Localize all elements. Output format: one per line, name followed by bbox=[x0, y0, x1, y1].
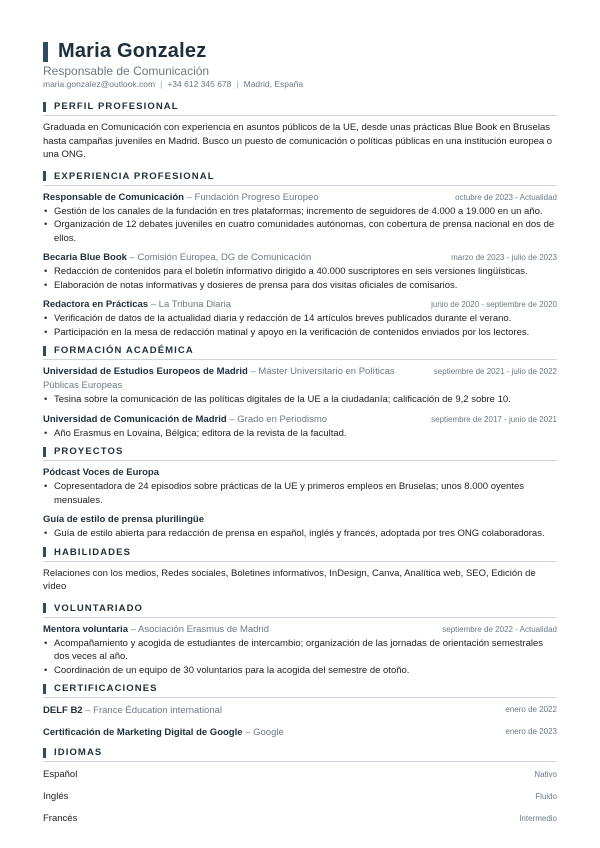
section-header bbox=[43, 345, 557, 360]
candidate-title: Responsable de Comunicación bbox=[43, 64, 210, 78]
section-header bbox=[43, 547, 557, 562]
language-level: Intermedio bbox=[519, 813, 557, 823]
language-row bbox=[43, 767, 557, 781]
entry-organization: – Comisión Europea, DG de Comunicación bbox=[129, 252, 312, 263]
bullet-list bbox=[43, 637, 557, 678]
certification-title bbox=[43, 727, 284, 738]
entry-title bbox=[43, 466, 159, 480]
entry bbox=[43, 466, 557, 507]
entry-role: Pódcast Voces de Europa bbox=[43, 467, 159, 478]
language-row bbox=[43, 811, 557, 825]
certification-issuer: – France Éducation international bbox=[85, 704, 223, 716]
experience-list bbox=[43, 191, 557, 340]
certification-title bbox=[43, 705, 222, 716]
language-row bbox=[43, 789, 557, 803]
section-education bbox=[43, 345, 557, 440]
profile-text: Graduada en Comunicación con experiencia en asuntos públicos de la UE, desde unas prácticas Blue Book en Bruselas hasta campañas juveniles en Madrid. Busco un puesto de comunicación o políticas públicas en una institución europea o una ONG. bbox=[43, 122, 553, 160]
section-header bbox=[43, 446, 557, 461]
bullet-item: • Organización de 12 debates juveniles en cuatro comunidades autónomas, con cobertura de prensa nacional en dos de ellos. bbox=[43, 218, 557, 245]
section-accent-bar bbox=[43, 447, 46, 457]
section-profile bbox=[43, 101, 557, 162]
section-header bbox=[43, 747, 557, 762]
certification-date: enero de 2023 bbox=[505, 727, 557, 736]
volunteering-list bbox=[43, 623, 557, 678]
section-projects bbox=[43, 446, 557, 541]
section-volunteering bbox=[43, 603, 557, 678]
skills-text: Relaciones con los medios, Redes sociales, Boletines informativos, InDesign, Canva, Analítica web, SEO, Edición de vídeo bbox=[43, 567, 536, 592]
section-languages bbox=[43, 747, 557, 825]
bullet-item: • Elaboración de notas informativas y dosieres de prensa para dos visitas oficiales de comisarios. bbox=[43, 279, 557, 293]
section-experience bbox=[43, 171, 557, 340]
entry bbox=[43, 513, 557, 541]
section-skills bbox=[43, 547, 557, 594]
name-accent-bar bbox=[43, 42, 48, 62]
section-title: PERFIL PROFESIONAL bbox=[54, 101, 179, 112]
entry bbox=[43, 623, 557, 678]
section-accent-bar bbox=[43, 346, 46, 356]
entry-role: Redactora en Prácticas bbox=[43, 299, 149, 310]
bullet-list bbox=[43, 312, 557, 339]
entry bbox=[43, 298, 557, 339]
entry-header bbox=[43, 365, 557, 393]
entry-role: Guía de estilo de prensa plurilingüe bbox=[43, 514, 205, 525]
bullet-item: • Verificación de datos de la actualidad diaria y redacción de 14 artículos breves publicados durante el verano. bbox=[43, 312, 557, 326]
entry-header bbox=[43, 623, 557, 637]
entry-date: septiembre de 2021 - julio de 2022 bbox=[433, 367, 557, 376]
language-name: Francés bbox=[43, 812, 78, 824]
section-title: PROYECTOS bbox=[54, 446, 124, 457]
section-header bbox=[43, 683, 557, 698]
section-accent-bar bbox=[43, 547, 46, 557]
certification-name: Certificación de Marketing Digital de Google bbox=[43, 726, 243, 738]
entry bbox=[43, 365, 557, 407]
entry-title bbox=[43, 623, 269, 637]
entry-date: octubre de 2023 - Actualidad bbox=[455, 192, 557, 202]
language-name: Inglés bbox=[43, 790, 69, 802]
entry-title bbox=[43, 365, 428, 393]
certifications-list bbox=[43, 703, 557, 739]
section-title: FORMACIÓN ACADÉMICA bbox=[54, 345, 194, 356]
section-title: CERTIFICACIONES bbox=[54, 683, 158, 694]
entry-date: marzo de 2023 - julio de 2023 bbox=[451, 253, 557, 262]
certification-row bbox=[43, 703, 557, 717]
certification-date: enero de 2022 bbox=[505, 705, 557, 714]
entry-role: Responsable de Comunicación bbox=[43, 191, 184, 203]
section-title: VOLUNTARIADO bbox=[54, 602, 144, 614]
section-accent-bar bbox=[43, 748, 46, 758]
entry-header bbox=[43, 513, 557, 527]
section-title: EXPERIENCIA PROFESIONAL bbox=[54, 170, 215, 182]
contact-location: Madrid, España bbox=[243, 79, 304, 89]
certification-name: DELF B2 bbox=[43, 704, 83, 716]
certification-row bbox=[43, 725, 557, 739]
bullet-list bbox=[43, 393, 557, 407]
contact-line: maria.gonzalez@outlook.com | +34 612 345 678 | Madrid, España bbox=[43, 79, 304, 89]
section-title: HABILIDADES bbox=[54, 546, 132, 558]
bullet-item: • Gestión de los canales de la fundación en tres plataformas; incremento de seguidores de 4.000 a 19.000 en un año. bbox=[43, 205, 557, 219]
section-certifications bbox=[43, 683, 557, 739]
entry bbox=[43, 251, 557, 292]
bullet-item: • Participación en la mesa de redacción matinal y apoyo en la verificación de contenidos enviados por los lectores. bbox=[43, 326, 557, 340]
entry-role: Becaria Blue Book bbox=[43, 252, 127, 263]
entry-organization: – La Tribuna Diaria bbox=[150, 299, 232, 310]
bullet-item: • Redacción de contenidos para el boletín informativo dirigido a 40.000 suscriptores en seis versiones lingüísticas. bbox=[43, 265, 557, 279]
entry-header bbox=[43, 191, 557, 205]
candidate-name: Maria Gonzalez bbox=[58, 40, 207, 62]
name-row bbox=[43, 40, 557, 63]
bullet-list bbox=[43, 427, 557, 441]
entry-date: septiembre de 2022 - Actualidad bbox=[442, 624, 557, 634]
language-name: Español bbox=[43, 768, 78, 780]
entry-header bbox=[43, 298, 557, 312]
section-accent-bar bbox=[43, 603, 46, 613]
certification-issuer: – Google bbox=[245, 726, 284, 738]
contact-email[interactable]: maria.gonzalez@outlook.com bbox=[43, 79, 156, 89]
entry-date: septiembre de 2017 - junio de 2021 bbox=[431, 414, 557, 424]
languages-list bbox=[43, 767, 557, 825]
entry-role: Universidad de Estudios Europeos de Madrid bbox=[43, 366, 248, 377]
bullet-item: • Año Erasmus en Lovaina, Bélgica; editora de la revista de la facultad. bbox=[43, 427, 557, 441]
language-level: Fluido bbox=[535, 791, 557, 801]
bullet-item: • Acompañamiento y acogida de estudiantes de intercambio; organización de las jornadas de orientación semestrales dos veces al año. bbox=[43, 637, 557, 664]
section-accent-bar bbox=[43, 102, 46, 112]
section-accent-bar bbox=[43, 684, 46, 694]
language-level: Nativo bbox=[534, 769, 557, 779]
bullet-list bbox=[43, 527, 557, 541]
contact-phone[interactable]: +34 612 345 678 bbox=[167, 79, 232, 89]
section-header bbox=[43, 171, 557, 186]
bullet-item: • Guía de estilo abierta para redacción de prensa en español, inglés y francés, adoptada por tres ONG colaboradoras. bbox=[43, 527, 557, 541]
bullet-list bbox=[43, 205, 557, 246]
bullet-item: • Tesina sobre la comunicación de las políticas digitales de la UE a la ciudadanía; calificación de 9,2 sobre 10. bbox=[43, 393, 557, 407]
entry-organization: – Grado en Periodismo bbox=[229, 413, 328, 425]
entry-organization: – Máster Universitario en Políticas Públicas Europeas bbox=[43, 366, 395, 391]
entry-title bbox=[43, 191, 319, 205]
bullet-list bbox=[43, 480, 557, 507]
entry-date: junio de 2020 - septiembre de 2020 bbox=[431, 300, 557, 309]
section-accent-bar bbox=[43, 171, 46, 181]
bullet-list bbox=[43, 265, 557, 292]
entry-title bbox=[43, 251, 311, 265]
bullet-item: • Coordinación de un equipo de 30 voluntarios para la acogida del semestre de otoño. bbox=[43, 664, 557, 678]
projects-list bbox=[43, 466, 557, 541]
entry-header bbox=[43, 466, 557, 480]
bullet-item: • Copresentadora de 24 episodios sobre prácticas de la UE y primeros empleos en Bruselas; unos 8.000 oyentes mensuales. bbox=[43, 480, 557, 507]
entry-header bbox=[43, 413, 557, 427]
section-header bbox=[43, 101, 557, 116]
entry-role: Mentora voluntaria bbox=[43, 623, 128, 635]
section-title: IDIOMAS bbox=[54, 747, 103, 758]
entry-title bbox=[43, 513, 204, 527]
entry bbox=[43, 413, 557, 441]
entry bbox=[43, 191, 557, 246]
entry-organization: – Asociación Erasmus de Madrid bbox=[130, 623, 269, 635]
entry-header bbox=[43, 251, 557, 265]
entry-role: Universidad de Comunicación de Madrid bbox=[43, 413, 227, 425]
entry-title bbox=[43, 298, 231, 312]
entry-organization: – Fundación Progreso Europeo bbox=[186, 191, 319, 203]
education-list bbox=[43, 365, 557, 440]
section-header bbox=[43, 603, 557, 618]
entry-title bbox=[43, 413, 327, 427]
